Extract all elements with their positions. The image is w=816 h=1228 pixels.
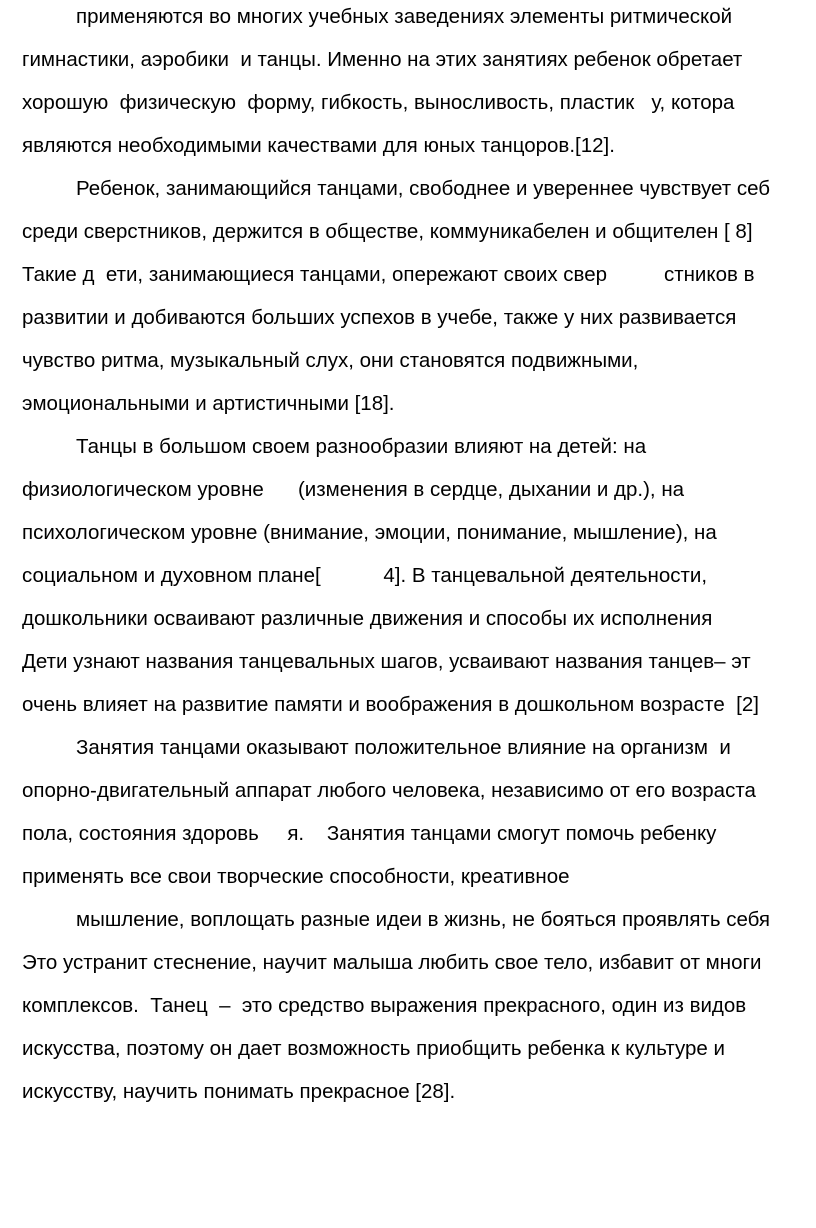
text-line: применять все свои творческие способности, креативное	[22, 865, 570, 888]
text-line: опорно-двигательный аппарат любого человека, независимо от его возраста	[22, 779, 756, 802]
text-line: Занятия танцами оказывают положительное влияние на организм и	[76, 736, 731, 759]
text-line: Танцы в большом своем разнообразии влияют на детей: на	[76, 435, 647, 458]
text-line: чувство ритма, музыкальный слух, они становятся подвижными,	[22, 349, 639, 372]
text-line: Ребенок, занимающийся танцами, свободнее и увереннее чувствует себ	[76, 177, 770, 200]
text-line: среди сверстников, держится в обществе, коммуникабелен и общителен [ 8]	[22, 220, 753, 243]
text-line: искусства, поэтому он дает возможность приобщить ребенка к культуре и	[22, 1037, 725, 1060]
text-line: применяются во многих учебных заведениях элементы ритмической	[76, 5, 733, 28]
text-line: хорошую физическую форму, гибкость, выносливость, пластик у, котора	[22, 91, 735, 114]
text-line: психологическом уровне (внимание, эмоции, понимание, мышление), на	[22, 521, 717, 544]
text-line: дошкольники осваивают различные движения и способы их исполнения	[22, 607, 713, 630]
text-line: социальном и духовном плане[ 4]. В танцевальной деятельности,	[22, 564, 708, 587]
text-line: очень влияет на развитие памяти и воображения в дошкольном возрасте [2]	[22, 693, 759, 716]
text-line: Такие д ети, занимающиеся танцами, опережают своих свер стников в	[22, 263, 755, 286]
text-line: гимнастики, аэробики и танцы. Именно на этих занятиях ребенок обретает	[22, 48, 743, 71]
text-line: эмоциональными и артистичными [18].	[22, 392, 395, 415]
text-line: физиологическом уровне (изменения в сердце, дыхании и др.), на	[22, 478, 685, 501]
text-line: пола, состояния здоровь я. Занятия танцами смогут помочь ребенку	[22, 822, 717, 845]
text-line: являются необходимыми качествами для юных танцоров.[12].	[22, 134, 615, 157]
text-line: развитии и добиваются больших успехов в учебе, также у них развивается	[22, 306, 737, 329]
text-line: Это устранит стеснение, научит малыша любить свое тело, избавит от многи	[22, 951, 762, 974]
text-line: комплексов. Танец – это средство выражения прекрасного, один из видов	[22, 994, 747, 1017]
text-line: искусству, научить понимать прекрасное [28].	[22, 1080, 456, 1103]
text-line: Дети узнают названия танцевальных шагов, усваивают названия танцев– эт	[22, 650, 751, 673]
text-line: мышление, воплощать разные идеи в жизнь, не бояться проявлять себя	[76, 908, 771, 931]
